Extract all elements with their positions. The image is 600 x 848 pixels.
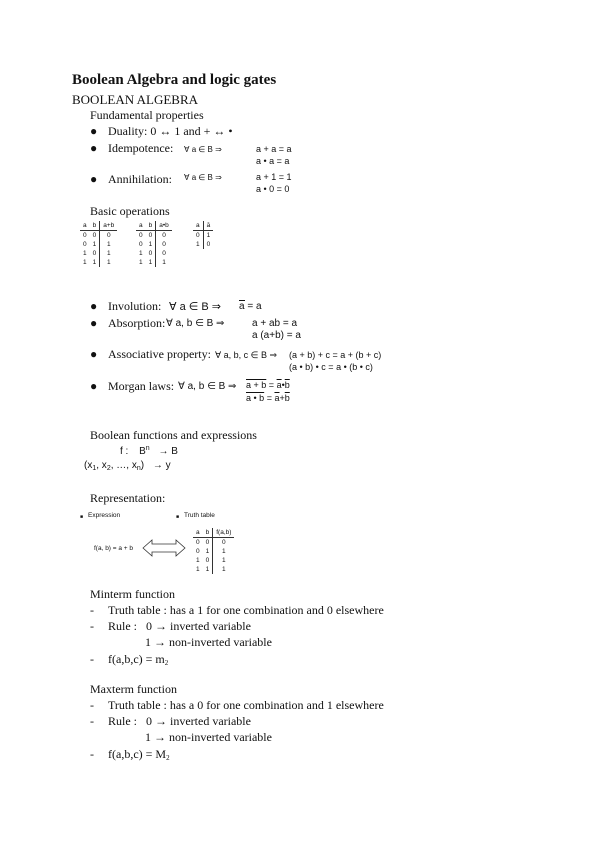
- table-header: ā: [203, 221, 213, 231]
- associative-label: Associative property:: [108, 347, 211, 361]
- involution-quantifier: ∀ a ∈ B ⇒: [169, 301, 222, 313]
- table-cell: 0: [139, 241, 143, 248]
- subscript: n: [136, 465, 141, 472]
- table-row: [80, 258, 117, 267]
- maxterm-truth-text: Truth table : has a 0 for one combination and 1 elsewhere: [108, 698, 384, 712]
- maps-to: → B: [158, 446, 178, 457]
- table-header: f(a,b): [213, 528, 235, 538]
- maps-to-y: → y: [152, 460, 171, 471]
- page-title: Boolean Algebra and logic gates: [72, 72, 277, 88]
- tuple-end: , …, x: [110, 460, 137, 471]
- table-header: a: [193, 221, 203, 231]
- table-cell: 1: [83, 250, 87, 257]
- absorption-quantifier: ∀ a, b ∈ B ⇒: [166, 318, 225, 329]
- annihilation-quantifier: ∀ a ∈ B ⇒: [184, 173, 222, 182]
- tuple-mid: , x: [96, 460, 107, 471]
- table-cell: 1: [213, 556, 235, 565]
- subscript: 2: [106, 465, 111, 472]
- table-cell: 0: [156, 231, 172, 241]
- table-cell: 0: [139, 232, 143, 239]
- a-bar: $\overline{a}$: [276, 380, 282, 390]
- square-bullet-icon: ■: [176, 514, 180, 520]
- associative-eq2: (a • b) • c = a • (b • c): [289, 362, 373, 372]
- subscript: 2: [164, 659, 169, 667]
- table-header: b: [90, 221, 100, 231]
- bullet-icon: ●: [90, 124, 98, 138]
- a-bar: $\overline{a}$: [239, 301, 245, 312]
- table-cell: 0: [196, 232, 200, 239]
- table-cell: 1: [213, 547, 235, 556]
- dash-icon: -: [90, 652, 94, 666]
- table-cell: 0: [156, 240, 172, 249]
- absorption-eq2: a (a+b) = a: [252, 330, 301, 341]
- involution-eq: = a: [247, 301, 262, 312]
- table-row: [193, 556, 234, 565]
- representation-heading: Representation:: [90, 491, 166, 505]
- expression-label: Expression: [88, 512, 121, 519]
- dash-icon: -: [90, 698, 94, 712]
- table-cell: 0: [203, 240, 213, 249]
- idempotence-quantifier: ∀ a ∈ B ⇒: [184, 145, 222, 154]
- annihilation-eq2: a • 0 = 0: [256, 184, 290, 194]
- table-cell: 0: [148, 232, 153, 239]
- b-set: B: [139, 446, 146, 457]
- table-cell: 1: [156, 258, 172, 267]
- table-cell: 1: [148, 241, 153, 248]
- absorption-eq1: a + ab = a: [252, 318, 298, 329]
- idempotence-label: Idempotence:: [108, 141, 174, 155]
- bullet-icon: ●: [90, 141, 98, 155]
- table-row: [193, 231, 213, 241]
- table-header: a: [80, 221, 90, 231]
- maxterm-rule-0: Rule : 0 → inverted variable: [108, 714, 251, 728]
- table-cell: 1: [205, 566, 210, 573]
- bullet-icon: ●: [90, 299, 98, 313]
- bullet-icon: ●: [90, 347, 98, 361]
- table-cell: 0: [83, 241, 87, 248]
- table-cell: 1: [205, 548, 210, 555]
- dash-icon: -: [90, 714, 94, 728]
- annihilation-eq1: a + 1 = 1: [256, 172, 292, 182]
- table-header: a+b: [100, 221, 118, 231]
- table-cell: 0: [196, 539, 200, 546]
- table-cell: 1: [213, 565, 235, 574]
- or-truth-table: [80, 221, 117, 267]
- involution-label: Involution:: [108, 299, 162, 313]
- bullet-icon: ●: [90, 316, 98, 330]
- table-row: [80, 231, 117, 241]
- table-row: [136, 231, 172, 241]
- square-bullet-icon: ■: [80, 514, 84, 520]
- involution-expr: [239, 300, 262, 312]
- not-truth-table: [193, 221, 213, 249]
- table-cell: 0: [213, 538, 235, 548]
- not-a-dot-b: a • b: [246, 393, 265, 403]
- table-cell: 0: [205, 557, 210, 564]
- absorption-label: Absorption:: [108, 316, 166, 330]
- table-cell: 1: [203, 231, 213, 241]
- morgan-quantifier: ∀ a, b ∈ B ⇒: [178, 381, 237, 392]
- table-cell: 1: [100, 240, 118, 249]
- table-row: [136, 240, 172, 249]
- maxterm-rule-1: 1 → non-inverted variable: [145, 730, 272, 744]
- table-cell: 1: [196, 557, 200, 564]
- function-mapping: [84, 460, 171, 472]
- table-header: a•b: [156, 221, 172, 231]
- minterm-rule-1: 1 → non-inverted variable: [145, 635, 272, 649]
- table-cell: 1: [100, 258, 118, 267]
- dot: •: [281, 380, 285, 390]
- not-a-plus-b: a + b: [246, 380, 267, 390]
- table-row: [80, 249, 117, 258]
- fundamental-heading: Fundamental properties: [90, 108, 204, 122]
- table-cell: 0: [205, 539, 210, 546]
- table-cell: 0: [148, 250, 153, 257]
- section-heading: BOOLEAN ALGEBRA: [72, 92, 199, 107]
- associative-quantifier: ∀ a, b, c ∈ B ⇒: [215, 350, 278, 360]
- bullet-icon: ●: [90, 172, 98, 186]
- minterm-rule-0: Rule : 0 → inverted variable: [108, 619, 251, 633]
- table-header: a: [193, 528, 203, 538]
- maxterm-func-text: f(a,b,c) = M: [108, 747, 167, 761]
- table-cell: 0: [100, 231, 118, 241]
- table-cell: 0: [196, 548, 200, 555]
- a-bar: $\overline{a}$: [274, 393, 280, 403]
- table-row: [193, 547, 234, 556]
- annihilation-label: Annihilation:: [108, 172, 172, 186]
- equals: =: [268, 380, 275, 390]
- table-cell: 1: [148, 259, 153, 266]
- minterm-function: [108, 652, 168, 667]
- f-label: f :: [120, 446, 129, 457]
- table-cell: 1: [196, 566, 200, 573]
- minterm-heading: Minterm function: [90, 587, 175, 601]
- basic-ops-heading: Basic operations: [90, 204, 170, 218]
- table-cell: 1: [139, 250, 143, 257]
- table-cell: 0: [156, 249, 172, 258]
- minterm-truth-text: Truth table : has a 1 for one combination and 0 elsewhere: [108, 603, 384, 617]
- table-row: [193, 240, 213, 249]
- table-header: a: [136, 221, 146, 231]
- dash-icon: -: [90, 603, 94, 617]
- dash-icon: -: [90, 747, 94, 761]
- truth-table-label: Truth table: [184, 512, 215, 519]
- functions-heading: Boolean functions and expressions: [90, 428, 257, 442]
- function-signature: [120, 445, 178, 457]
- maxterm-heading: Maxterm function: [90, 682, 177, 696]
- dash-icon: -: [90, 619, 94, 633]
- table-row: [136, 258, 172, 267]
- table-cell: 1: [92, 241, 97, 248]
- tuple-open: (x: [84, 460, 93, 471]
- duality-text: Duality: 0 ↔ 1 and + ↔ •: [108, 124, 233, 138]
- tuple-close: ): [140, 460, 145, 471]
- morgan-law-1: [246, 380, 290, 390]
- equals: =: [266, 393, 272, 403]
- minterm-func-text: f(a,b,c) = m: [108, 652, 165, 666]
- b-bar: $\overline{b}$: [284, 393, 290, 403]
- subscript: 1: [92, 465, 97, 472]
- expression-formula: f(a, b) = a + b: [94, 545, 134, 552]
- bullet-icon: ●: [90, 379, 98, 393]
- maxterm-function: [108, 747, 170, 762]
- table-row: [193, 538, 234, 548]
- plus: +: [279, 393, 285, 403]
- double-negation: [239, 300, 245, 312]
- associative-eq1: (a + b) + c = a + (b + c): [289, 350, 382, 360]
- table-row: [136, 249, 172, 258]
- idempotence-eq1: a + a = a: [256, 144, 292, 154]
- table-row: [193, 565, 234, 574]
- table-row: [80, 240, 117, 249]
- table-cell: 1: [100, 249, 118, 258]
- n-exponent: n: [145, 445, 150, 452]
- table-cell: 0: [92, 250, 97, 257]
- table-cell: 1: [83, 259, 87, 266]
- morgan-law-2: [246, 393, 290, 403]
- subscript: 2: [166, 754, 170, 762]
- table-header: b: [203, 528, 213, 538]
- idempotence-eq2: a • a = a: [256, 156, 290, 166]
- representation-truth-table: [193, 528, 234, 574]
- double-arrow-icon: [142, 538, 186, 558]
- b-bar: $\overline{b}$: [284, 380, 290, 390]
- table-cell: 0: [83, 232, 87, 239]
- table-cell: 0: [92, 232, 97, 239]
- and-truth-table: [136, 221, 172, 267]
- table-cell: 1: [92, 259, 97, 266]
- morgan-label: Morgan laws:: [108, 379, 175, 393]
- table-header: b: [146, 221, 156, 231]
- table-cell: 1: [139, 259, 143, 266]
- table-cell: 1: [196, 241, 200, 248]
